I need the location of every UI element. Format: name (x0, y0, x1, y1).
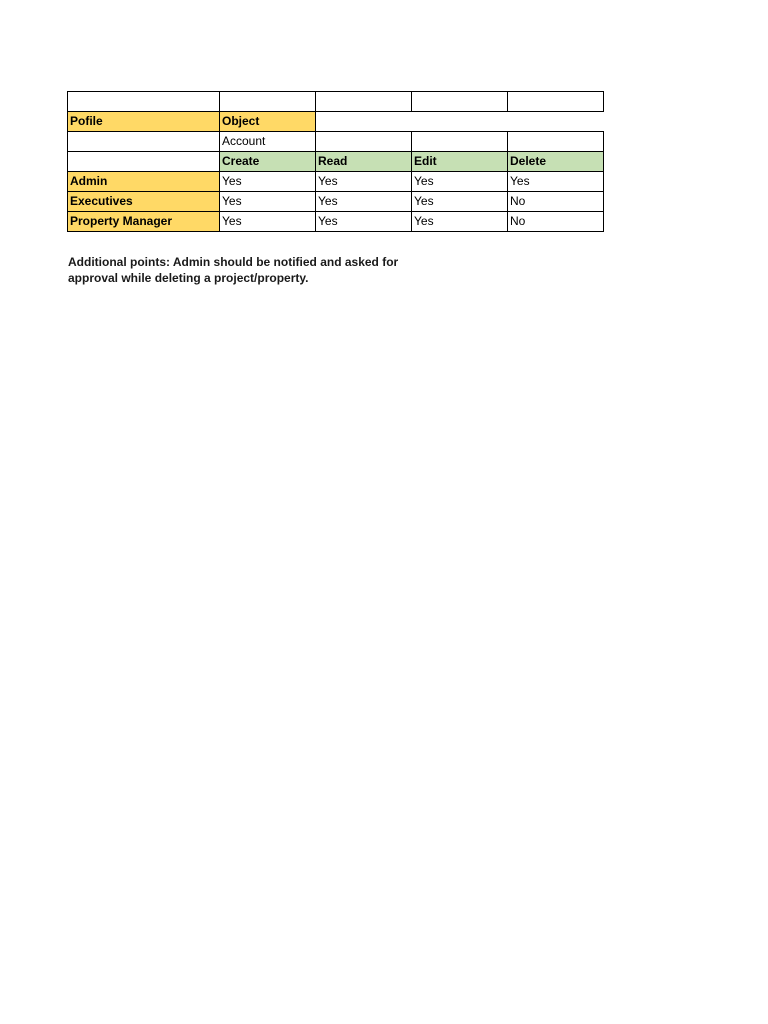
table-row-labels (68, 112, 604, 132)
table-row (68, 172, 604, 192)
table-cell[interactable] (412, 132, 508, 152)
table-row-permission-headers (68, 152, 604, 172)
object-name-cell[interactable]: Account (220, 132, 316, 152)
table-cell[interactable] (316, 132, 412, 152)
table-cell[interactable]: Yes (316, 192, 412, 212)
spreadsheet-sheet (67, 91, 604, 232)
profile-cell-executives[interactable]: Executives (68, 192, 220, 212)
permissions-table (67, 91, 604, 232)
note-line: Additional points: Admin should be notified and asked for (68, 255, 399, 269)
header-create[interactable]: Create (220, 152, 316, 172)
note-line: approval while deleting a project/property. (68, 271, 309, 285)
table-cell[interactable] (508, 132, 604, 152)
additional-points-note (68, 254, 408, 286)
table-cell[interactable] (412, 92, 508, 112)
object-label-cell[interactable]: Object (220, 112, 316, 132)
profile-label-cell[interactable]: Pofile (68, 112, 220, 132)
table-row (68, 212, 604, 232)
table-cell[interactable]: Yes (220, 212, 316, 232)
table-cell[interactable]: Yes (220, 192, 316, 212)
table-cell[interactable]: Yes (412, 192, 508, 212)
table-cell[interactable]: No (508, 212, 604, 232)
table-cell[interactable]: Yes (412, 212, 508, 232)
table-cell[interactable] (316, 112, 604, 132)
table-row-object (68, 132, 604, 152)
table-cell[interactable]: No (508, 192, 604, 212)
table-cell[interactable]: Yes (316, 212, 412, 232)
table-cell[interactable] (68, 152, 220, 172)
header-delete[interactable]: Delete (508, 152, 604, 172)
table-row-empty (68, 92, 604, 112)
table-cell[interactable] (316, 92, 412, 112)
table-cell[interactable]: Yes (316, 172, 412, 192)
table-cell[interactable]: Yes (412, 172, 508, 192)
header-edit[interactable]: Edit (412, 152, 508, 172)
header-read[interactable]: Read (316, 152, 412, 172)
profile-cell-admin[interactable]: Admin (68, 172, 220, 192)
table-cell[interactable] (68, 92, 220, 112)
table-cell[interactable]: Yes (508, 172, 604, 192)
table-row (68, 192, 604, 212)
table-cell[interactable]: Yes (220, 172, 316, 192)
profile-cell-property-manager[interactable]: Property Manager (68, 212, 220, 232)
table-cell[interactable] (68, 132, 220, 152)
table-cell[interactable] (508, 92, 604, 112)
table-cell[interactable] (220, 92, 316, 112)
